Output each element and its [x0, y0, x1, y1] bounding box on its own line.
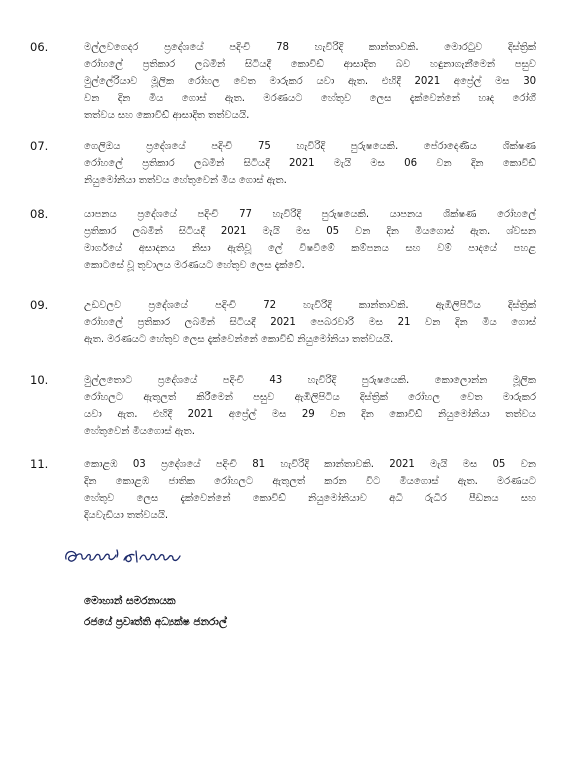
item-text	[84, 456, 536, 524]
text-line: උඩවලව ප්‍රදේශයේ පදිංචි 72 හැවිරිදි කාන්තාවකි. ඇඹිලිපිටිය දිස්ත්‍රික්	[84, 300, 536, 311]
text-line: මාර්ගයේ අසාදනය නිසා ඇතිවූ ලේ විෂවීමේ කම්පනය සහ වම් පාදයේ පහළ	[84, 243, 536, 254]
text-line: දියවැඩියා තත්වයයි.	[84, 510, 169, 521]
item-number: 10.	[30, 373, 49, 387]
text-line: නියුමෝනියා තත්වය හේතුවෙන් මිය ගොස් ඇත.	[84, 175, 287, 186]
text-line: තත්වය සහ කොවිඩ් ආසාදිත තත්වයයි.	[84, 110, 250, 121]
text-line: මුල්ලතොට ප්‍රදේශයේ පදිංචි 43 හැවිරිදි පුරුෂයෙකි. කොලොන්න මූලික	[84, 375, 536, 386]
text-line: රෝහලේ ප්‍රතිකාර ලබමින් සිටියදී කොවිඩ් ආසාදිත බව හඳුනාගැනීමෙන් පසුව	[84, 59, 536, 70]
text-line: මල්ලවගෙදර ප්‍රදේශයේ පදිංචි 78 හැවිරිදි කාන්තාවකි. මොරටුව දිස්ත්‍රික්	[84, 42, 536, 53]
text-line: ප්‍රතිකාර ලබමින් සිටියදී 2021 මැයි මස 05 වන දින මියගොස් ඇත. ශ්වසන	[84, 226, 536, 237]
text-line: මුල්ලේරියාව මූලික රෝහල වෙත මාරුකර යවා ඇත. එහිදී 2021 අප්‍රේල් මස 30	[84, 76, 536, 87]
text-line: කොටසේ වූ තුවාලය මරණයට හේතුව ලෙස දැක්වේ.	[84, 260, 305, 271]
item-text	[84, 206, 536, 274]
item-number: 09.	[30, 298, 49, 312]
text-line: දින කොළඹ ජාතික රෝහලට ඇතුලත් කරන විට මියගොස් ඇත. මරණයට	[84, 476, 536, 487]
text-line: රෝහලේ ප්‍රතිකාර ලබමින් සිටියදී 2021 මැයි මස 06 වන දින කොවිඩ්	[84, 158, 536, 169]
item-text	[84, 138, 536, 189]
text-line: හේතුවෙන් මියගොස් ඇත.	[84, 426, 195, 437]
item-text	[84, 372, 536, 440]
handwritten-signature	[60, 545, 200, 575]
text-line: හේතුව ලෙස දැක්වෙන්නේ කොවිඩ් නියුමෝනියාව අධි රුධිර පීඩනය සහ	[84, 493, 536, 504]
item-number: 07.	[30, 139, 49, 153]
text-line: කොළඹ 03 ප්‍රදේශයේ පදිංචි 81 හැවිරිදි කාන්තාවකි. 2021 මැයි මස 05 වන	[84, 459, 536, 470]
text-line: වන දින මිය ගොස් ඇත. මරණයට හේතුව ලෙස දැක්වෙන්නේ හෘද රෝගී	[84, 93, 536, 104]
signatory-name: මොහාන් සමරනායක	[84, 595, 176, 607]
item-text	[84, 39, 536, 124]
text-line: යාපනය ප්‍රදේශයේ පදිංචි 77 හැවිරිදි පුරුෂයෙකි. යාපනය ශික්ෂණ රෝහලේ	[84, 209, 536, 220]
text-line: රෝහලට ඇතුලත් කිරීමෙන් පසුව ඇඹිලිපිටිය දිස්ත්‍රික් රෝහල වෙත මාරුකර	[84, 392, 536, 403]
item-number: 06.	[30, 40, 49, 54]
signatory-title: රජයේ ප්‍රවෘත්ති අධ්‍යක්ෂ ජනරාල්	[84, 616, 227, 628]
text-line: ඇත. මරණයට හේතුව ලෙස දැක්වෙන්නේ කොවිඩ් නියුමෝනියා තත්වයයි.	[84, 334, 394, 345]
item-number: 11.	[30, 457, 49, 471]
item-number: 08.	[30, 207, 49, 221]
text-line: ගෙලිඔය ප්‍රදේශයේ පදිංචි 75 හැවිරිදි පුරුෂයෙකි. පේරාදෙණිය ශික්ෂණ	[84, 141, 536, 152]
text-line: යවා ඇත. එහිදී 2021 අප්‍රේල් මස 29 වන දින කොවිඩ් නියුමෝනියා තත්වය	[84, 409, 536, 420]
item-text	[84, 297, 536, 348]
text-line: රෝහලේ ප්‍රතිකාර ලබමින් සිටියදී 2021 පෙබරවාරි මස 21 වන දින මිය ගොස්	[84, 317, 536, 328]
